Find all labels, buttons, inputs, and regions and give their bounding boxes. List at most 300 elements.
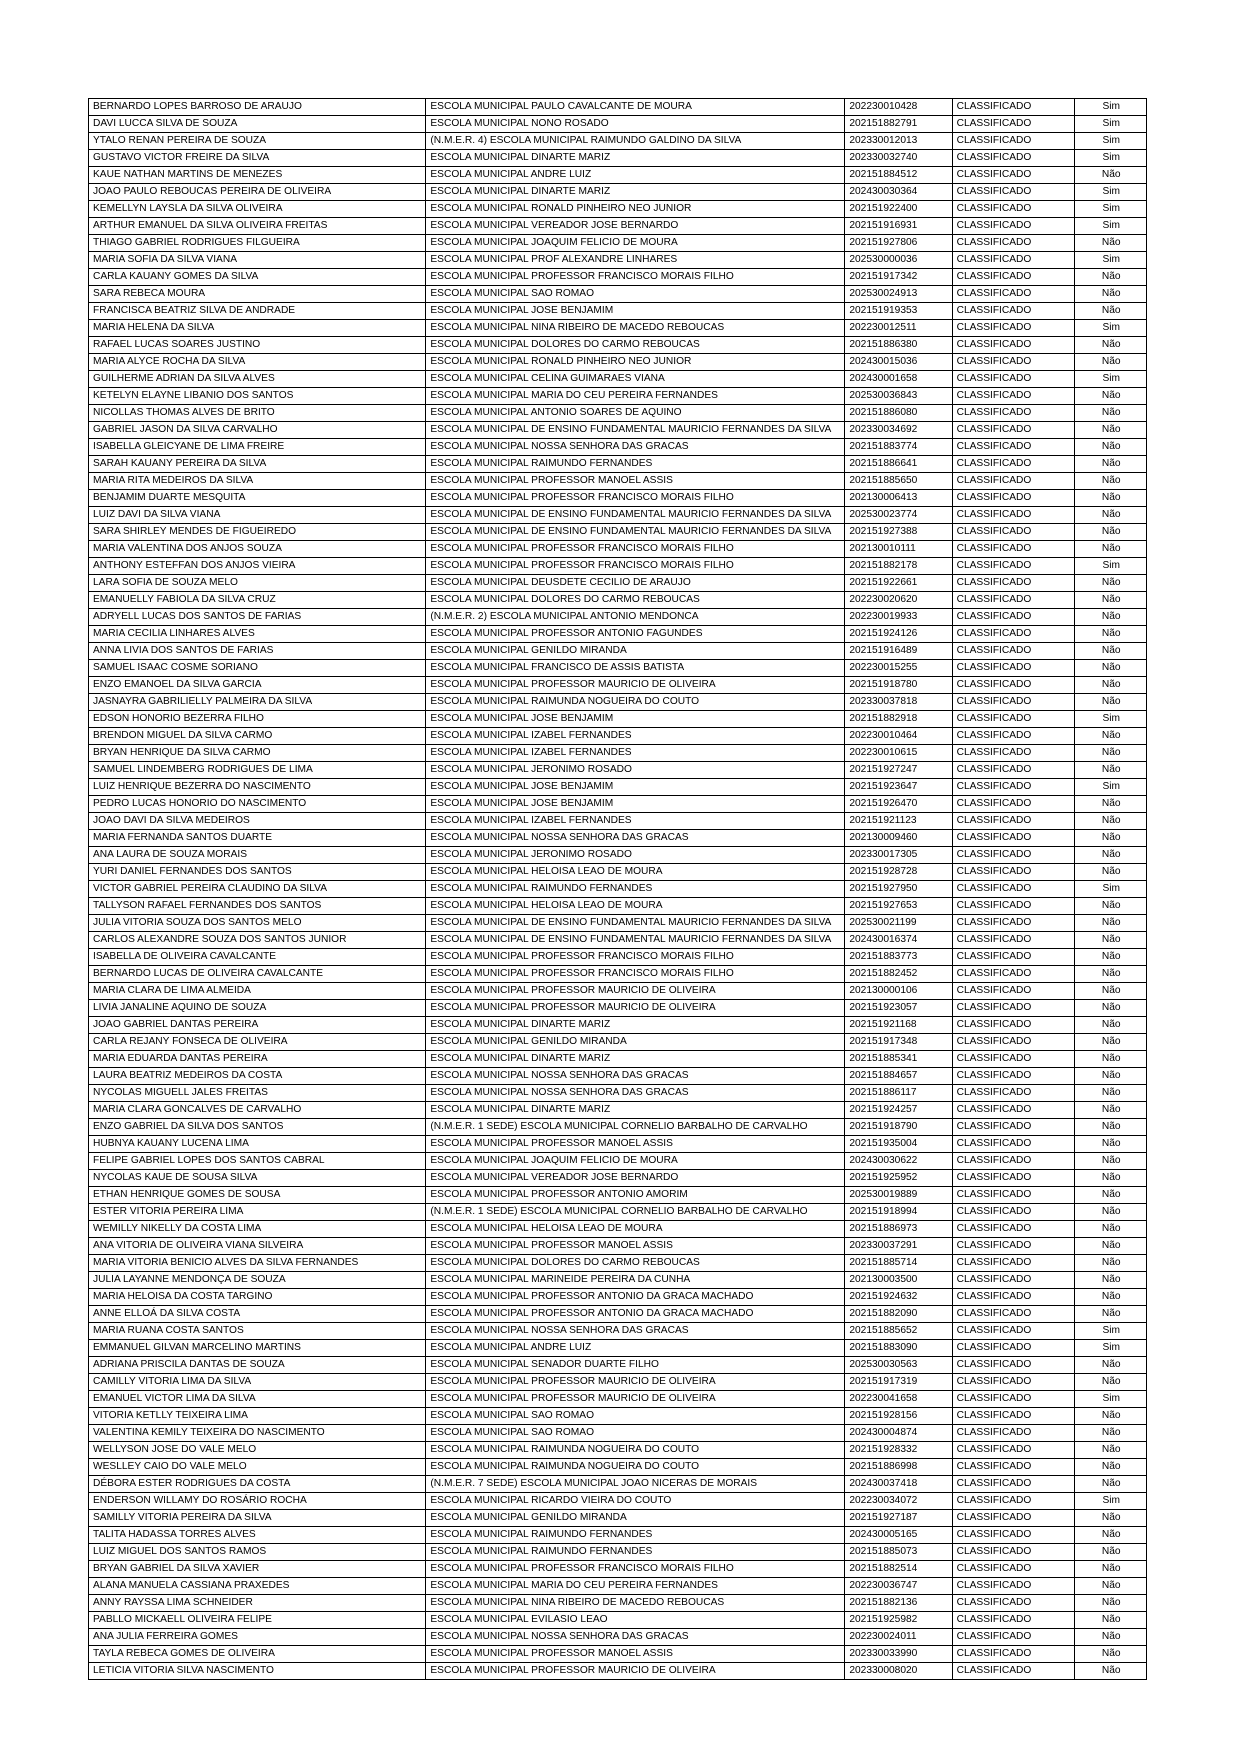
cell-status: CLASSIFICADO (952, 830, 1075, 847)
cell-inscription-number: 202151925982 (845, 1612, 952, 1629)
cell-school-name: ESCOLA MUNICIPAL NONO ROSADO (426, 116, 845, 133)
table-row (89, 422, 1147, 439)
cell-school-name: ESCOLA MUNICIPAL JOSE BENJAMIM (426, 303, 845, 320)
cell-school-name: ESCOLA MUNICIPAL PROFESSOR FRANCISCO MORAIS FILHO (426, 966, 845, 983)
cell-status: CLASSIFICADO (952, 1187, 1075, 1204)
cell-status: CLASSIFICADO (952, 1255, 1075, 1272)
cell-status: CLASSIFICADO (952, 184, 1075, 201)
cell-school-name: ESCOLA MUNICIPAL NOSSA SENHORA DAS GRACAS (426, 1323, 845, 1340)
cell-quota: Sim (1075, 1493, 1147, 1510)
table-row (89, 1119, 1147, 1136)
table-row (89, 847, 1147, 864)
table-row (89, 745, 1147, 762)
cell-quota: Não (1075, 303, 1147, 320)
cell-school-name: ESCOLA MUNICIPAL DINARTE MARIZ (426, 1102, 845, 1119)
cell-school-name: ESCOLA MUNICIPAL ANDRE LUIZ (426, 1340, 845, 1357)
cell-school-name: ESCOLA MUNICIPAL PROFESSOR MAURICIO DE OLIVEIRA (426, 1000, 845, 1017)
cell-student-name: VITORIA KETLLY TEIXEIRA LIMA (89, 1408, 426, 1425)
cell-inscription-number: 202151882791 (845, 116, 952, 133)
table-row (89, 1204, 1147, 1221)
cell-quota: Não (1075, 1272, 1147, 1289)
cell-quota: Sim (1075, 711, 1147, 728)
cell-quota: Sim (1075, 558, 1147, 575)
cell-quota: Não (1075, 473, 1147, 490)
cell-inscription-number: 202151886998 (845, 1459, 952, 1476)
cell-school-name: ESCOLA MUNICIPAL PROFESSOR FRANCISCO MORAIS FILHO (426, 558, 845, 575)
cell-quota: Sim (1075, 116, 1147, 133)
table-row (89, 779, 1147, 796)
table-row (89, 1561, 1147, 1578)
cell-quota: Não (1075, 1425, 1147, 1442)
table-row (89, 1527, 1147, 1544)
cell-inscription-number: 202430030364 (845, 184, 952, 201)
cell-inscription-number: 202230036747 (845, 1578, 952, 1595)
table-row (89, 813, 1147, 830)
cell-inscription-number: 202151882514 (845, 1561, 952, 1578)
cell-school-name: ESCOLA MUNICIPAL RICARDO VIEIRA DO COUTO (426, 1493, 845, 1510)
cell-inscription-number: 202151918790 (845, 1119, 952, 1136)
table-row (89, 337, 1147, 354)
cell-inscription-number: 202151926470 (845, 796, 952, 813)
cell-status: CLASSIFICADO (952, 473, 1075, 490)
table-row (89, 1238, 1147, 1255)
cell-quota: Não (1075, 1578, 1147, 1595)
table-row (89, 456, 1147, 473)
table-row (89, 881, 1147, 898)
cell-inscription-number: 202430016374 (845, 932, 952, 949)
cell-student-name: LUIZ MIGUEL DOS SANTOS RAMOS (89, 1544, 426, 1561)
cell-school-name: ESCOLA MUNICIPAL PROFESSOR MANOEL ASSIS (426, 1238, 845, 1255)
cell-status: CLASSIFICADO (952, 354, 1075, 371)
cell-status: CLASSIFICADO (952, 779, 1075, 796)
cell-quota: Não (1075, 286, 1147, 303)
cell-status: CLASSIFICADO (952, 1085, 1075, 1102)
cell-student-name: ADRYELL LUCAS DOS SANTOS DE FARIAS (89, 609, 426, 626)
table-row (89, 1391, 1147, 1408)
cell-student-name: GUSTAVO VICTOR FREIRE DA SILVA (89, 150, 426, 167)
cell-inscription-number: 202151886080 (845, 405, 952, 422)
cell-student-name: MARIA VITORIA BENICIO ALVES DA SILVA FERNANDES (89, 1255, 426, 1272)
cell-school-name: ESCOLA MUNICIPAL EVILASIO LEAO (426, 1612, 845, 1629)
cell-inscription-number: 202530030563 (845, 1357, 952, 1374)
cell-quota: Não (1075, 1306, 1147, 1323)
table-row (89, 1068, 1147, 1085)
cell-student-name: BERNARDO LOPES BARROSO DE ARAUJO (89, 99, 426, 116)
cell-student-name: EMMANUEL GILVAN MARCELINO MARTINS (89, 1340, 426, 1357)
cell-inscription-number: 202151916931 (845, 218, 952, 235)
cell-inscription-number: 202151884512 (845, 167, 952, 184)
cell-school-name: ESCOLA MUNICIPAL RAIMUNDA NOGUEIRA DO COUTO (426, 694, 845, 711)
cell-status: CLASSIFICADO (952, 796, 1075, 813)
cell-status: CLASSIFICADO (952, 1340, 1075, 1357)
cell-status: CLASSIFICADO (952, 1034, 1075, 1051)
cell-status: CLASSIFICADO (952, 218, 1075, 235)
cell-inscription-number: 202151917319 (845, 1374, 952, 1391)
cell-quota: Não (1075, 898, 1147, 915)
cell-status: CLASSIFICADO (952, 1646, 1075, 1663)
cell-quota: Não (1075, 1034, 1147, 1051)
cell-school-name: ESCOLA MUNICIPAL NOSSA SENHORA DAS GRACAS (426, 1085, 845, 1102)
table-row (89, 371, 1147, 388)
table-row (89, 1442, 1147, 1459)
cell-student-name: HUBNYA KAUANY LUCENA LIMA (89, 1136, 426, 1153)
table-row (89, 490, 1147, 507)
cell-quota: Não (1075, 269, 1147, 286)
cell-school-name: ESCOLA MUNICIPAL IZABEL FERNANDES (426, 813, 845, 830)
cell-status: CLASSIFICADO (952, 643, 1075, 660)
table-row (89, 201, 1147, 218)
table-row (89, 150, 1147, 167)
cell-quota: Não (1075, 337, 1147, 354)
cell-student-name: JULIA VITORIA SOUZA DOS SANTOS MELO (89, 915, 426, 932)
table-row (89, 1578, 1147, 1595)
cell-quota: Não (1075, 609, 1147, 626)
cell-status: CLASSIFICADO (952, 915, 1075, 932)
cell-student-name: ANA JULIA FERREIRA GOMES (89, 1629, 426, 1646)
table-row (89, 575, 1147, 592)
cell-school-name: ESCOLA MUNICIPAL PROFESSOR ANTONIO FAGUNDES (426, 626, 845, 643)
cell-status: CLASSIFICADO (952, 983, 1075, 1000)
cell-student-name: MARIA FERNANDA SANTOS DUARTE (89, 830, 426, 847)
cell-school-name: ESCOLA MUNICIPAL JOSE BENJAMIM (426, 711, 845, 728)
cell-inscription-number: 202151882136 (845, 1595, 952, 1612)
cell-student-name: ETHAN HENRIQUE GOMES DE SOUSA (89, 1187, 426, 1204)
cell-school-name: ESCOLA MUNICIPAL HELOISA LEAO DE MOURA (426, 1221, 845, 1238)
cell-status: CLASSIFICADO (952, 932, 1075, 949)
table-row (89, 1153, 1147, 1170)
cell-status: CLASSIFICADO (952, 1306, 1075, 1323)
cell-school-name: ESCOLA MUNICIPAL SENADOR DUARTE FILHO (426, 1357, 845, 1374)
cell-student-name: CARLA REJANY FONSECA DE OLIVEIRA (89, 1034, 426, 1051)
cell-quota: Não (1075, 1017, 1147, 1034)
cell-inscription-number: 202151924257 (845, 1102, 952, 1119)
cell-inscription-number: 202151885650 (845, 473, 952, 490)
cell-school-name: ESCOLA MUNICIPAL MARIA DO CEU PEREIRA FERNANDES (426, 1578, 845, 1595)
table-row (89, 932, 1147, 949)
cell-student-name: VALENTINA KEMILY TEIXEIRA DO NASCIMENTO (89, 1425, 426, 1442)
cell-status: CLASSIFICADO (952, 1374, 1075, 1391)
cell-quota: Sim (1075, 320, 1147, 337)
cell-student-name: THIAGO GABRIEL RODRIGUES FILGUEIRA (89, 235, 426, 252)
cell-quota: Não (1075, 728, 1147, 745)
table-row (89, 660, 1147, 677)
cell-school-name: ESCOLA MUNICIPAL PROFESSOR MAURICIO DE OLIVEIRA (426, 1374, 845, 1391)
cell-quota: Não (1075, 915, 1147, 932)
cell-student-name: LARA SOFIA DE SOUZA MELO (89, 575, 426, 592)
cell-student-name: SARA SHIRLEY MENDES DE FIGUEIREDO (89, 524, 426, 541)
cell-school-name: ESCOLA MUNICIPAL JOSE BENJAMIM (426, 779, 845, 796)
cell-quota: Não (1075, 1255, 1147, 1272)
cell-quota: Não (1075, 1289, 1147, 1306)
cell-status: CLASSIFICADO (952, 728, 1075, 745)
cell-quota: Não (1075, 1408, 1147, 1425)
cell-quota: Não (1075, 677, 1147, 694)
table-row (89, 558, 1147, 575)
cell-inscription-number: 202430004874 (845, 1425, 952, 1442)
cell-student-name: ISABELLA GLEICYANE DE LIMA FREIRE (89, 439, 426, 456)
cell-quota: Não (1075, 796, 1147, 813)
cell-school-name: ESCOLA MUNICIPAL SAO ROMAO (426, 286, 845, 303)
cell-status: CLASSIFICADO (952, 1102, 1075, 1119)
table-row (89, 473, 1147, 490)
table-row (89, 133, 1147, 150)
cell-inscription-number: 202151928332 (845, 1442, 952, 1459)
cell-inscription-number: 202330032740 (845, 150, 952, 167)
cell-student-name: JASNAYRA GABRILIELLY PALMEIRA DA SILVA (89, 694, 426, 711)
cell-inscription-number: 202130010111 (845, 541, 952, 558)
cell-status: CLASSIFICADO (952, 150, 1075, 167)
table-row (89, 252, 1147, 269)
cell-status: CLASSIFICADO (952, 1391, 1075, 1408)
table-row (89, 694, 1147, 711)
table-row (89, 1017, 1147, 1034)
cell-school-name: ESCOLA MUNICIPAL DE ENSINO FUNDAMENTAL MAURICIO FERNANDES DA SILVA (426, 915, 845, 932)
cell-quota: Sim (1075, 184, 1147, 201)
cell-school-name: ESCOLA MUNICIPAL JERONIMO ROSADO (426, 762, 845, 779)
cell-school-name: (N.M.E.R. 1 SEDE) ESCOLA MUNICIPAL CORNELIO BARBALHO DE CARVALHO (426, 1119, 845, 1136)
cell-inscription-number: 202151935004 (845, 1136, 952, 1153)
cell-quota: Não (1075, 1136, 1147, 1153)
cell-student-name: WEMILLY NIKELLY DA COSTA LIMA (89, 1221, 426, 1238)
cell-student-name: ARTHUR EMANUEL DA SILVA OLIVEIRA FREITAS (89, 218, 426, 235)
cell-student-name: RAFAEL LUCAS SOARES JUSTINO (89, 337, 426, 354)
table-row (89, 864, 1147, 881)
cell-inscription-number: 202151918994 (845, 1204, 952, 1221)
cell-school-name: ESCOLA MUNICIPAL IZABEL FERNANDES (426, 728, 845, 745)
table-row (89, 1493, 1147, 1510)
table-row (89, 116, 1147, 133)
cell-inscription-number: 202151885341 (845, 1051, 952, 1068)
cell-quota: Não (1075, 1000, 1147, 1017)
cell-quota: Não (1075, 1051, 1147, 1068)
cell-school-name: ESCOLA MUNICIPAL PROFESSOR ANTONIO DA GRACA MACHADO (426, 1289, 845, 1306)
cell-status: CLASSIFICADO (952, 1408, 1075, 1425)
cell-school-name: ESCOLA MUNICIPAL RAIMUNDO FERNANDES (426, 881, 845, 898)
cell-student-name: GABRIEL JASON DA SILVA CARVALHO (89, 422, 426, 439)
table-row (89, 1663, 1147, 1680)
cell-student-name: FRANCISCA BEATRIZ SILVA DE ANDRADE (89, 303, 426, 320)
cell-quota: Não (1075, 1238, 1147, 1255)
cell-inscription-number: 202430001658 (845, 371, 952, 388)
cell-quota: Sim (1075, 218, 1147, 235)
cell-quota: Sim (1075, 133, 1147, 150)
cell-student-name: BENJAMIM DUARTE MESQUITA (89, 490, 426, 507)
cell-inscription-number: 202151917342 (845, 269, 952, 286)
cell-quota: Não (1075, 235, 1147, 252)
cell-school-name: ESCOLA MUNICIPAL HELOISA LEAO DE MOURA (426, 864, 845, 881)
cell-status: CLASSIFICADO (952, 1136, 1075, 1153)
cell-status: CLASSIFICADO (952, 167, 1075, 184)
cell-student-name: SARAH KAUANY PEREIRA DA SILVA (89, 456, 426, 473)
cell-inscription-number: 202151922400 (845, 201, 952, 218)
table-row (89, 1170, 1147, 1187)
cell-school-name: ESCOLA MUNICIPAL RAIMUNDA NOGUEIRA DO COUTO (426, 1442, 845, 1459)
cell-quota: Não (1075, 1510, 1147, 1527)
cell-school-name: ESCOLA MUNICIPAL VEREADOR JOSE BERNARDO (426, 218, 845, 235)
cell-student-name: GUILHERME ADRIAN DA SILVA ALVES (89, 371, 426, 388)
cell-status: CLASSIFICADO (952, 626, 1075, 643)
cell-school-name: ESCOLA MUNICIPAL RAIMUNDA NOGUEIRA DO COUTO (426, 1459, 845, 1476)
cell-inscription-number: 202151883090 (845, 1340, 952, 1357)
table-row (89, 1459, 1147, 1476)
cell-student-name: ADRIANA PRISCILA DANTAS DE SOUZA (89, 1357, 426, 1374)
cell-school-name: ESCOLA MUNICIPAL RAIMUNDO FERNANDES (426, 456, 845, 473)
cell-status: CLASSIFICADO (952, 898, 1075, 915)
table-row (89, 1340, 1147, 1357)
cell-quota: Não (1075, 762, 1147, 779)
cell-student-name: WELLYSON JOSE DO VALE MELO (89, 1442, 426, 1459)
cell-student-name: NYCOLAS KAUE DE SOUSA SILVA (89, 1170, 426, 1187)
cell-status: CLASSIFICADO (952, 371, 1075, 388)
cell-school-name: ESCOLA MUNICIPAL IZABEL FERNANDES (426, 745, 845, 762)
cell-quota: Sim (1075, 150, 1147, 167)
cell-quota: Não (1075, 439, 1147, 456)
cell-student-name: ANNA LIVIA DOS SANTOS DE FARIAS (89, 643, 426, 660)
table-row (89, 1595, 1147, 1612)
cell-inscription-number: 202151886641 (845, 456, 952, 473)
cell-inscription-number: 202151924632 (845, 1289, 952, 1306)
cell-quota: Não (1075, 490, 1147, 507)
cell-inscription-number: 202151917348 (845, 1034, 952, 1051)
cell-quota: Não (1075, 932, 1147, 949)
cell-school-name: ESCOLA MUNICIPAL PROFESSOR MAURICIO DE OLIVEIRA (426, 983, 845, 1000)
cell-inscription-number: 202230041658 (845, 1391, 952, 1408)
cell-quota: Não (1075, 354, 1147, 371)
table-row (89, 1255, 1147, 1272)
table-row (89, 796, 1147, 813)
cell-school-name: (N.M.E.R. 2) ESCOLA MUNICIPAL ANTONIO MENDONCA (426, 609, 845, 626)
classification-table (88, 98, 1147, 1680)
cell-school-name: ESCOLA MUNICIPAL PROFESSOR MANOEL ASSIS (426, 1136, 845, 1153)
cell-school-name: ESCOLA MUNICIPAL MARIA DO CEU PEREIRA FERNANDES (426, 388, 845, 405)
cell-quota: Não (1075, 694, 1147, 711)
cell-quota: Não (1075, 813, 1147, 830)
cell-quota: Não (1075, 745, 1147, 762)
cell-inscription-number: 202151885714 (845, 1255, 952, 1272)
cell-school-name: ESCOLA MUNICIPAL RONALD PINHEIRO NEO JUNIOR (426, 354, 845, 371)
cell-student-name: ANTHONY ESTEFFAN DOS ANJOS VIEIRA (89, 558, 426, 575)
cell-status: CLASSIFICADO (952, 558, 1075, 575)
cell-inscription-number: 202151927247 (845, 762, 952, 779)
cell-student-name: BRYAN HENRIQUE DA SILVA CARMO (89, 745, 426, 762)
cell-student-name: MARIA HELOISA DA COSTA TARGINO (89, 1289, 426, 1306)
table-row (89, 728, 1147, 745)
cell-inscription-number: 202530000036 (845, 252, 952, 269)
cell-student-name: YTALO RENAN PEREIRA DE SOUZA (89, 133, 426, 150)
cell-school-name: ESCOLA MUNICIPAL DINARTE MARIZ (426, 150, 845, 167)
cell-quota: Não (1075, 167, 1147, 184)
cell-school-name: ESCOLA MUNICIPAL PROFESSOR ANTONIO AMORIM (426, 1187, 845, 1204)
cell-student-name: ENDERSON WILLAMY DO ROSÁRIO ROCHA (89, 1493, 426, 1510)
table-row (89, 1425, 1147, 1442)
cell-status: CLASSIFICADO (952, 694, 1075, 711)
cell-status: CLASSIFICADO (952, 405, 1075, 422)
cell-status: CLASSIFICADO (952, 864, 1075, 881)
cell-student-name: TAYLA REBECA GOMES DE OLIVEIRA (89, 1646, 426, 1663)
cell-quota: Não (1075, 1068, 1147, 1085)
cell-status: CLASSIFICADO (952, 881, 1075, 898)
cell-school-name: ESCOLA MUNICIPAL DINARTE MARIZ (426, 1017, 845, 1034)
cell-inscription-number: 202330008020 (845, 1663, 952, 1680)
cell-quota: Não (1075, 643, 1147, 660)
cell-status: CLASSIFICADO (952, 490, 1075, 507)
cell-school-name: ESCOLA MUNICIPAL PROFESSOR MANOEL ASSIS (426, 1646, 845, 1663)
table-row (89, 1357, 1147, 1374)
cell-student-name: NYCOLAS MIGUELL JALES FREITAS (89, 1085, 426, 1102)
cell-status: CLASSIFICADO (952, 575, 1075, 592)
cell-student-name: CAMILLY VITORIA LIMA DA SILVA (89, 1374, 426, 1391)
cell-student-name: MARIA CLARA GONCALVES DE CARVALHO (89, 1102, 426, 1119)
cell-quota: Não (1075, 1629, 1147, 1646)
cell-student-name: BERNARDO LUCAS DE OLIVEIRA CAVALCANTE (89, 966, 426, 983)
cell-quota: Não (1075, 1595, 1147, 1612)
cell-inscription-number: 202230012511 (845, 320, 952, 337)
cell-status: CLASSIFICADO (952, 1017, 1075, 1034)
cell-inscription-number: 202151882178 (845, 558, 952, 575)
cell-status: CLASSIFICADO (952, 524, 1075, 541)
cell-inscription-number: 202530036843 (845, 388, 952, 405)
cell-inscription-number: 202151928728 (845, 864, 952, 881)
cell-status: CLASSIFICADO (952, 1153, 1075, 1170)
cell-status: CLASSIFICADO (952, 1170, 1075, 1187)
table-row (89, 626, 1147, 643)
cell-status: CLASSIFICADO (952, 116, 1075, 133)
cell-inscription-number: 202151921123 (845, 813, 952, 830)
cell-quota: Não (1075, 830, 1147, 847)
cell-inscription-number: 202230010464 (845, 728, 952, 745)
cell-inscription-number: 202330037818 (845, 694, 952, 711)
cell-status: CLASSIFICADO (952, 745, 1075, 762)
cell-inscription-number: 202230019933 (845, 609, 952, 626)
cell-status: CLASSIFICADO (952, 1595, 1075, 1612)
cell-status: CLASSIFICADO (952, 1663, 1075, 1680)
cell-inscription-number: 202430005165 (845, 1527, 952, 1544)
cell-inscription-number: 202151921168 (845, 1017, 952, 1034)
cell-inscription-number: 202151918780 (845, 677, 952, 694)
cell-quota: Não (1075, 575, 1147, 592)
cell-student-name: LETICIA VITORIA SILVA NASCIMENTO (89, 1663, 426, 1680)
cell-inscription-number: 202430015036 (845, 354, 952, 371)
table-row (89, 1085, 1147, 1102)
cell-inscription-number: 202430037418 (845, 1476, 952, 1493)
cell-inscription-number: 202151925952 (845, 1170, 952, 1187)
cell-inscription-number: 202151886117 (845, 1085, 952, 1102)
cell-school-name: (N.M.E.R. 4) ESCOLA MUNICIPAL RAIMUNDO GALDINO DA SILVA (426, 133, 845, 150)
table-row (89, 1289, 1147, 1306)
cell-school-name: ESCOLA MUNICIPAL NINA RIBEIRO DE MACEDO REBOUCAS (426, 1595, 845, 1612)
table-row (89, 1544, 1147, 1561)
cell-school-name: ESCOLA MUNICIPAL HELOISA LEAO DE MOURA (426, 898, 845, 915)
cell-quota: Não (1075, 524, 1147, 541)
table-row (89, 983, 1147, 1000)
cell-quota: Sim (1075, 1391, 1147, 1408)
table-row (89, 1034, 1147, 1051)
cell-quota: Sim (1075, 1340, 1147, 1357)
cell-student-name: DAVI LUCCA SILVA DE SOUZA (89, 116, 426, 133)
cell-student-name: LUIZ DAVI DA SILVA VIANA (89, 507, 426, 524)
cell-status: CLASSIFICADO (952, 660, 1075, 677)
cell-status: CLASSIFICADO (952, 1527, 1075, 1544)
cell-inscription-number: 202151886973 (845, 1221, 952, 1238)
cell-inscription-number: 202430030622 (845, 1153, 952, 1170)
cell-inscription-number: 202330017305 (845, 847, 952, 864)
cell-quota: Não (1075, 507, 1147, 524)
cell-inscription-number: 202230024011 (845, 1629, 952, 1646)
cell-status: CLASSIFICADO (952, 133, 1075, 150)
table-row (89, 218, 1147, 235)
table-row (89, 915, 1147, 932)
cell-student-name: DÉBORA ESTER RODRIGUES DA COSTA (89, 1476, 426, 1493)
